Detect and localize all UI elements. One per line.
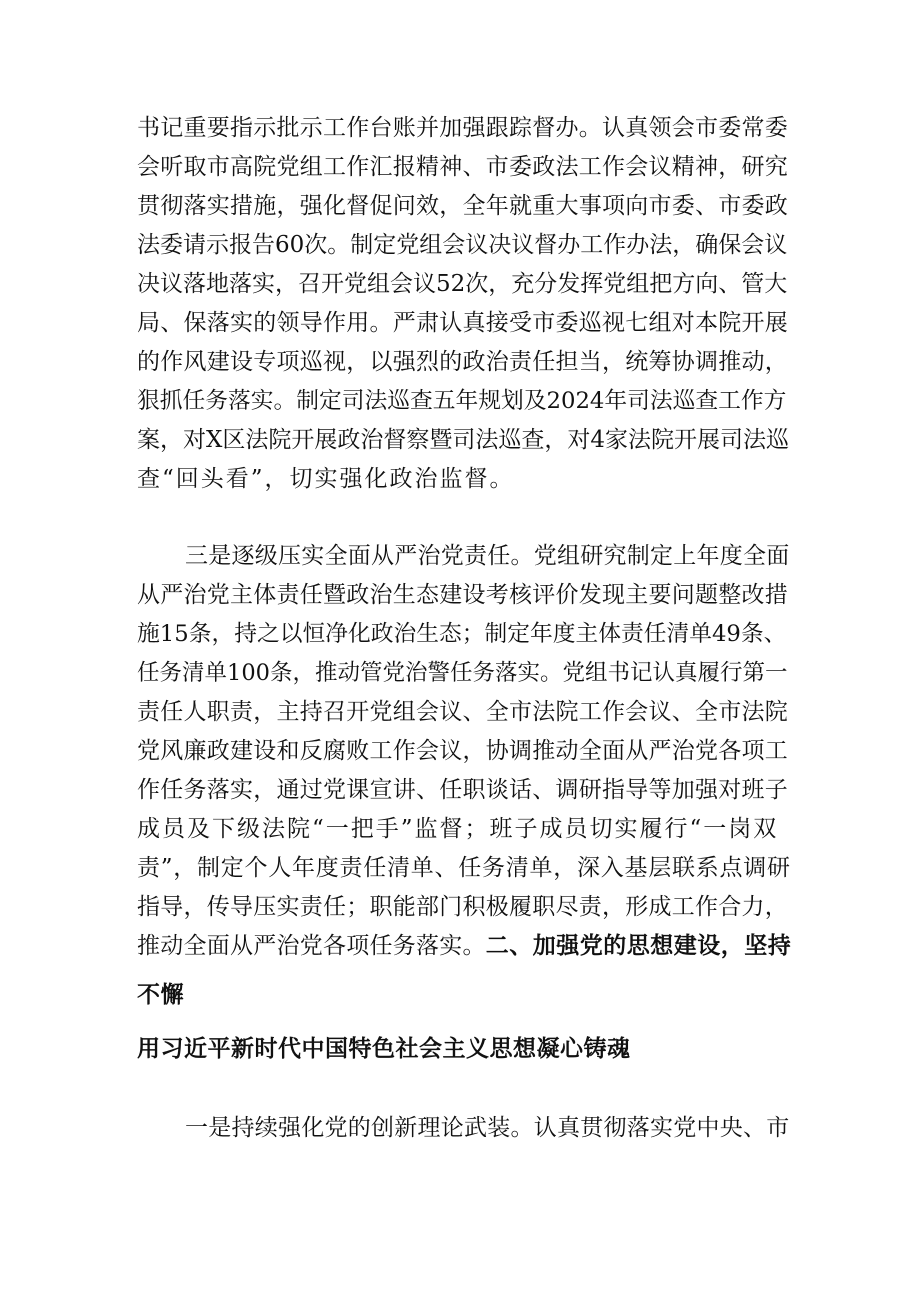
paragraph-line: 查“回头看”，切实强化政治监督。 <box>137 466 515 492</box>
paragraph-line: 局、保落实的领导作用。严肃认真接受市委巡视七组对本院开展 <box>137 310 788 336</box>
section-heading-continuation: 不懈 <box>137 982 184 1008</box>
paragraph-line: 从严治党主体责任暨政治生态建设考核评价发现主要问题整改措 <box>137 582 788 608</box>
paragraph-line: 责”，制定个人年度责任清单、任务清单，深入基层联系点调研 <box>137 855 791 881</box>
paragraph-line: 成员及下级法院“一把手”监督；班子成员切实履行“一岗双 <box>137 816 779 842</box>
paragraph-line: 一是持续强化党的创新理论武装。认真贯彻落实党中央、市 <box>185 1115 790 1141</box>
paragraph-line: 党风廉政建设和反腐败工作会议，协调推动全面从严治党各项工 <box>137 738 788 764</box>
paragraph-line: 法委请示报告60次。制定党组会议决议督办工作办法，确保会议 <box>137 232 788 258</box>
paragraph-line: 书记重要指示批示工作台账并加强跟踪督办。认真领会市委常委 <box>137 115 788 141</box>
paragraph-line: 案，对X区法院开展政治督察暨司法巡查，对4家法院开展司法巡 <box>137 427 790 453</box>
paragraph-line: 的作风建设专项巡视，以强烈的政治责任担当，统筹协调推动， <box>137 349 788 375</box>
paragraph-line: 三是逐级压实全面从严治党责任。党组研究制定上年度全面 <box>185 543 790 569</box>
paragraph-line <box>137 931 791 961</box>
paragraph-line: 作任务落实，通过党课宣讲、任职谈话、调研指导等加强对班子 <box>137 777 788 803</box>
paragraph-line: 施15条，持之以恒净化政治生态；制定年度主体责任清单49条、 <box>137 621 787 647</box>
paragraph-line: 贯彻落实措施，强化督促问效，全年就重大事项向市委、市委政 <box>137 193 788 219</box>
paragraph-line: 决议落地落实，召开党组会议52次，充分发挥党组把方向、管大 <box>137 271 788 297</box>
paragraph-line: 责任人职责，主持召开党组会议、全市法院工作会议、全市法院 <box>137 699 788 725</box>
paragraph-line: 指导，传导压实责任；职能部门积极履职尽责，形成工作合力， <box>137 894 788 920</box>
paragraph-line: 狠抓任务落实。制定司法巡查五年规划及2024年司法巡查工作方 <box>137 388 787 414</box>
section-heading-subtitle: 用习近平新时代中国特色社会主义思想凝心铸魂 <box>137 1036 631 1062</box>
paragraph-line: 任务清单100条，推动管党治警任务落实。党组书记认真履行第一 <box>137 660 788 686</box>
paragraph-line: 会听取市高院党组工作汇报精神、市委政法工作会议精神，研究 <box>137 154 788 180</box>
paragraph-text: 推动全面从严治党各项任务落实。 <box>137 933 486 959</box>
section-heading-start: 二、加强党的思想建设，坚持 <box>485 933 792 959</box>
